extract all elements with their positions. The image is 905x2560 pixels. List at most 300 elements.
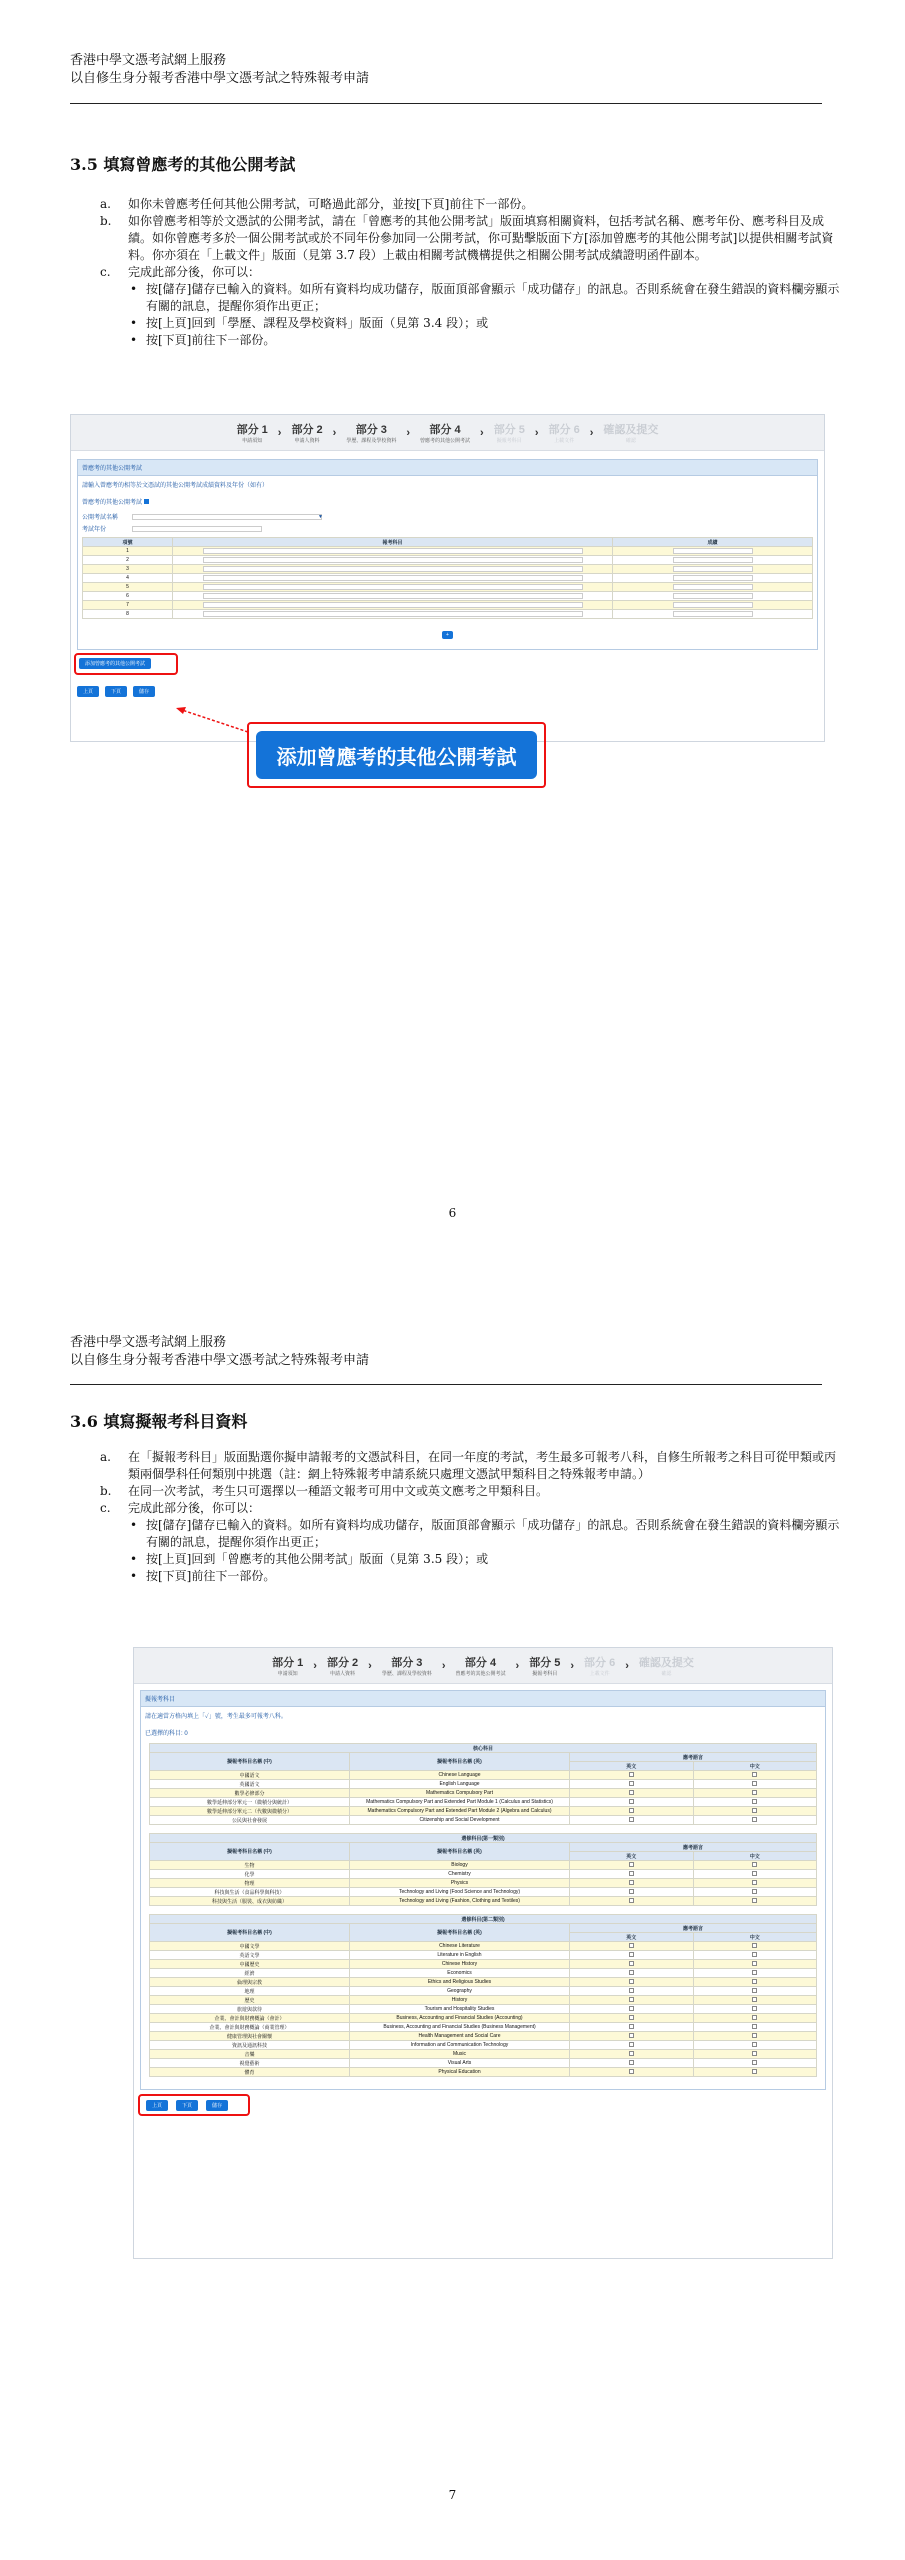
- bullet-text: 按[儲存]儲存已輸入的資料。如所有資料均成功儲存，版面頂部會顯示「成功儲存」的訊息。否則系統會在發生錯誤的資料欄旁顯示有關的訊息，提醒你須作出更正；: [146, 282, 840, 313]
- english-checkbox[interactable]: [629, 1889, 634, 1894]
- grade-input[interactable]: [673, 566, 753, 572]
- subject-name-en: Literature in English: [350, 1951, 570, 1960]
- table-row: [83, 556, 813, 565]
- subject-name-en: Chinese Language: [350, 1771, 570, 1780]
- col-subject: 報考科目: [173, 538, 613, 547]
- callout-arrow: [170, 700, 250, 740]
- col-name-zh: 擬報考科目名稱 (中): [150, 1843, 350, 1861]
- col-english: 英文: [570, 1933, 694, 1942]
- exam-year-label: 考試年份: [82, 527, 107, 533]
- english-checkbox[interactable]: [629, 1790, 634, 1795]
- english-checkbox[interactable]: [629, 2024, 634, 2029]
- grade-input[interactable]: [673, 611, 753, 617]
- subject-input[interactable]: [203, 584, 583, 590]
- subject-name-zh: 音樂: [150, 2050, 350, 2059]
- row-number: 4: [83, 574, 173, 583]
- chinese-checkbox[interactable]: [752, 2015, 757, 2020]
- table-row: [150, 1798, 817, 1807]
- chinese-checkbox[interactable]: [752, 1790, 757, 1795]
- subject-input[interactable]: [203, 557, 583, 563]
- header-line1: 香港中學文憑考試網上服務: [70, 1335, 227, 1350]
- col-english: 英文: [570, 1762, 694, 1771]
- item-marker: a.: [100, 1450, 111, 1464]
- subject-name-en: Visual Arts: [350, 2059, 570, 2068]
- table-row: [150, 1816, 817, 1825]
- bullet-text: 按[下頁]前往下一部份。: [146, 333, 276, 347]
- english-checkbox[interactable]: [629, 1871, 634, 1876]
- chevron-right-icon: ›: [625, 1659, 629, 1672]
- bullet-icon: •: [130, 1518, 138, 1532]
- subject-name-zh: 中國語文: [150, 1771, 350, 1780]
- chinese-cell: [693, 2023, 817, 2032]
- subject-name-en: Physical Education: [350, 2068, 570, 2077]
- chevron-right-icon: ›: [570, 1659, 575, 1672]
- chinese-checkbox[interactable]: [752, 1979, 757, 1984]
- step-subtitle: 申請須知: [242, 438, 263, 444]
- bullet-item: [130, 1517, 840, 1551]
- subject-input[interactable]: [203, 611, 583, 617]
- table-row: [150, 2023, 817, 2032]
- table-row: [150, 1771, 817, 1780]
- row-number: 1: [83, 547, 173, 556]
- english-checkbox[interactable]: [629, 1898, 634, 1903]
- item-text: 在同一次考試，考生只可選擇以一種語文報考可用中文或英文應考之甲類科目。: [128, 1484, 549, 1498]
- english-checkbox[interactable]: [629, 2006, 634, 2011]
- english-cell: [570, 1798, 694, 1807]
- grade-input[interactable]: [673, 548, 753, 554]
- col-no: 項號: [83, 538, 173, 547]
- table-row: [83, 610, 813, 619]
- list-item: [100, 1449, 840, 1483]
- chinese-cell: [693, 1951, 817, 1960]
- group-header: [150, 1915, 817, 1924]
- chinese-cell: [693, 1798, 817, 1807]
- col-grade: 成績: [613, 538, 813, 547]
- english-cell: [570, 1789, 694, 1798]
- subject-input[interactable]: [203, 575, 583, 581]
- subject-name-zh: 視覺藝術: [150, 2059, 350, 2068]
- screenshot-subjects: [133, 1647, 833, 2259]
- grade-cell: [613, 556, 813, 565]
- chinese-cell: [693, 1789, 817, 1798]
- group-title: 選修科目(第二類別): [150, 1915, 817, 1924]
- english-checkbox[interactable]: [629, 2015, 634, 2020]
- english-cell: [570, 1960, 694, 1969]
- subject-name-zh: 旅遊與款待: [150, 2005, 350, 2014]
- item-marker: a.: [100, 197, 111, 211]
- callout-button: 添加曾應考的其他公開考試: [256, 731, 537, 779]
- chinese-cell: [693, 1996, 817, 2005]
- bullet-icon: •: [130, 1552, 138, 1566]
- col-chinese: 中文: [693, 1762, 817, 1771]
- grade-input[interactable]: [673, 602, 753, 608]
- page-number-2: 7: [448, 2488, 457, 2502]
- chinese-cell: [693, 1987, 817, 1996]
- step-subtitle: 曾應考的其他公開考試: [420, 438, 471, 444]
- col-chinese: 中文: [693, 1933, 817, 1942]
- step-6: [549, 421, 580, 444]
- english-checkbox[interactable]: [629, 1781, 634, 1786]
- table-row: [150, 2014, 817, 2023]
- step-title: 部分 2: [291, 424, 323, 436]
- chinese-checkbox[interactable]: [752, 1862, 757, 1867]
- step-3: [382, 1654, 432, 1677]
- group-header: [150, 1834, 817, 1843]
- step-subtitle: 學歷、課程及學校資料: [346, 438, 397, 444]
- col-name-zh: 擬報考科目名稱 (中): [150, 1924, 350, 1942]
- english-checkbox[interactable]: [629, 1943, 634, 1948]
- subject-name-en: Biology: [350, 1861, 570, 1870]
- table-row: [150, 2032, 817, 2041]
- subject-cell: [173, 583, 613, 592]
- chinese-checkbox[interactable]: [752, 1988, 757, 1993]
- subject-name-en: Information and Communication Technology: [350, 2041, 570, 2050]
- step-title: 部分 4: [429, 424, 461, 436]
- chevron-right-icon: ›: [589, 426, 594, 439]
- chevron-down-icon: ▼: [318, 513, 323, 520]
- screenshot-other-exams: [70, 414, 825, 742]
- subject-name-en: Chinese History: [350, 1960, 570, 1969]
- subject-name-en: Mathematics Compulsory Part: [350, 1789, 570, 1798]
- notice: 請輸入曾應考的相等於文憑試的其他公開考試成績資料及年份（如有）: [82, 483, 269, 489]
- section-title: 3.5 填寫曾應考的其他公開考試: [70, 155, 296, 174]
- grade-input[interactable]: [673, 575, 753, 581]
- list-item: [100, 264, 840, 281]
- english-checkbox[interactable]: [629, 1880, 634, 1885]
- chinese-cell: [693, 1870, 817, 1879]
- step-title: 部分 6: [548, 424, 580, 436]
- list-item: [100, 1483, 840, 1500]
- save-button[interactable]: 儲存: [206, 2100, 228, 2111]
- item-marker: b.: [100, 214, 112, 228]
- col-english: 英文: [570, 1852, 694, 1861]
- subject-name-zh: 倫理與宗教: [150, 1978, 350, 1987]
- chevron-right-icon: ›: [441, 1659, 446, 1672]
- english-cell: [570, 1870, 694, 1879]
- subject-name-zh: 歷史: [150, 1996, 350, 2005]
- step-5: [494, 421, 525, 444]
- subject-name-zh: 數學延伸部分單元二（代數與微積分）: [150, 1807, 350, 1816]
- exam-name-select[interactable]: [132, 514, 322, 520]
- chinese-checkbox[interactable]: [752, 2051, 757, 2056]
- english-checkbox[interactable]: [629, 1970, 634, 1975]
- table-row: [150, 1789, 817, 1798]
- chinese-checkbox[interactable]: [752, 1952, 757, 1957]
- chinese-checkbox[interactable]: [752, 2042, 757, 2047]
- subject-name-en: Geography: [350, 1987, 570, 1996]
- english-cell: [570, 1897, 694, 1906]
- grade-input[interactable]: [673, 593, 753, 599]
- chinese-cell: [693, 1861, 817, 1870]
- table-row: [150, 1960, 817, 1969]
- step-subtitle: 確認: [661, 1671, 672, 1677]
- bullet-text: 按[下頁]前往下一部份。: [146, 1569, 276, 1583]
- selected-count: 已選擇的科目: 0: [145, 1731, 188, 1737]
- column-header: [150, 1843, 817, 1852]
- subject-name-en: Tourism and Hospitality Studies: [350, 2005, 570, 2014]
- bullet-item: [130, 1551, 840, 1568]
- row-number: 3: [83, 565, 173, 574]
- chinese-checkbox[interactable]: [752, 1961, 757, 1966]
- column-header: [150, 1924, 817, 1933]
- next-button[interactable]: 下頁: [176, 2100, 198, 2111]
- row-number: 2: [83, 556, 173, 565]
- chinese-cell: [693, 1960, 817, 1969]
- step-title: 部分 3: [355, 424, 387, 436]
- step-1: [237, 421, 268, 444]
- subject-name-zh: 地理: [150, 1987, 350, 1996]
- english-cell: [570, 1861, 694, 1870]
- save-button[interactable]: 儲存: [133, 686, 155, 697]
- col-name-en: 擬報考科目名稱 (英): [350, 1753, 570, 1771]
- english-checkbox[interactable]: [629, 1952, 634, 1957]
- english-checkbox[interactable]: [629, 1799, 634, 1804]
- exam-year-input[interactable]: [132, 526, 262, 532]
- header-line2: 以自修生身分報考香港中學文憑考試之特殊報考申請: [70, 1353, 370, 1368]
- bullet-text: 按[儲存]儲存已輸入的資料。如所有資料均成功儲存，版面頂部會顯示「成功儲存」的訊息。否則系統會在發生錯誤的資料欄旁顯示有關的訊息，提醒你須作出更正；: [146, 1518, 840, 1549]
- chinese-checkbox[interactable]: [752, 1898, 757, 1903]
- grade-input[interactable]: [673, 557, 753, 563]
- step-title: 部分 6: [584, 1657, 616, 1669]
- english-checkbox[interactable]: [629, 1808, 634, 1813]
- callout-box: [247, 722, 546, 788]
- table-row: [83, 574, 813, 583]
- bullet-text: 按[上頁]回到「學歷、課程及學校資料」版面（見第 3.4 段）；或: [146, 316, 489, 330]
- step-title: 部分 2: [326, 1657, 359, 1669]
- grade-input[interactable]: [673, 584, 753, 590]
- chinese-cell: [693, 1888, 817, 1897]
- grade-cell: [613, 547, 813, 556]
- step-4: [456, 1654, 506, 1677]
- step-subtitle: 確認: [625, 438, 636, 444]
- table-row: [83, 601, 813, 610]
- header-rule: [70, 103, 822, 104]
- subject-name-en: History: [350, 1996, 570, 2005]
- english-cell: [570, 1987, 694, 1996]
- chinese-checkbox[interactable]: [752, 1772, 757, 1777]
- subject-input[interactable]: [203, 548, 583, 554]
- step-6: [584, 1654, 615, 1677]
- subject-table: [149, 1914, 817, 2077]
- english-cell: [570, 2041, 694, 2050]
- chinese-checkbox[interactable]: [752, 1871, 757, 1876]
- english-cell: [570, 1996, 694, 2005]
- has-exam-checkbox[interactable]: [144, 499, 149, 504]
- step-title: 部分 5: [529, 1657, 561, 1669]
- step-title: 確認及提交: [638, 1657, 694, 1669]
- english-cell: [570, 1807, 694, 1816]
- chinese-checkbox[interactable]: [752, 2069, 757, 2074]
- subject-name-en: Music: [350, 2050, 570, 2059]
- chinese-cell: [693, 1771, 817, 1780]
- col-name-en: 擬報考科目名稱 (英): [350, 1924, 570, 1942]
- subject-name-zh: 中國文學: [150, 1942, 350, 1951]
- english-cell: [570, 2005, 694, 2014]
- doc-header-2: [70, 1334, 369, 1370]
- chinese-checkbox[interactable]: [752, 1943, 757, 1948]
- chinese-checkbox[interactable]: [752, 1889, 757, 1894]
- english-checkbox[interactable]: [629, 2051, 634, 2056]
- bullet-item: [130, 281, 840, 315]
- step-title: 部分 1: [272, 1657, 304, 1669]
- chinese-cell: [693, 2032, 817, 2041]
- item-text: 如你未曾應考任何其他公開考試，可略過此部分，並按[下頁]前往下一部份。: [128, 197, 534, 211]
- chinese-checkbox[interactable]: [752, 2006, 757, 2011]
- bullet-text: 按[上頁]回到「曾應考的其他公開考試」版面（見第 3.5 段）；或: [146, 1552, 489, 1566]
- chinese-checkbox[interactable]: [752, 1997, 757, 2002]
- subject-input[interactable]: [203, 602, 583, 608]
- step-5: [529, 1654, 560, 1677]
- english-cell: [570, 1978, 694, 1987]
- english-cell: [570, 1942, 694, 1951]
- step-4: [420, 421, 470, 444]
- chinese-cell: [693, 1780, 817, 1789]
- subject-name-zh: 資訊及通訊科技: [150, 2041, 350, 2050]
- subject-name-zh: 數學必修部分: [150, 1789, 350, 1798]
- step-title: 部分 1: [236, 424, 268, 436]
- step-7: [639, 1654, 694, 1677]
- item-text: 完成此部分後，你可以：: [128, 1501, 261, 1515]
- chevron-right-icon: ›: [480, 426, 484, 439]
- english-checkbox[interactable]: [629, 1862, 634, 1867]
- english-checkbox[interactable]: [629, 2033, 634, 2038]
- chinese-checkbox[interactable]: [752, 2060, 757, 2065]
- chinese-checkbox[interactable]: [752, 1817, 757, 1822]
- item-text: 完成此部分後，你可以：: [128, 265, 261, 279]
- chinese-cell: [693, 2014, 817, 2023]
- exam-name-label: 公開考試名稱: [82, 515, 119, 521]
- english-checkbox[interactable]: [629, 1817, 634, 1822]
- subject-name-zh: 企業、會計與財務概論（商業管理）: [150, 2023, 350, 2032]
- subject-name-en: Business, Accounting and Financial Studies (Business Management): [350, 2023, 570, 2032]
- english-cell: [570, 1888, 694, 1897]
- subject-name-en: Mathematics Compulsory Part and Extended Part Module 1 (Calculus and Statistics): [350, 1798, 570, 1807]
- table-row: [150, 1897, 817, 1906]
- subject-cell: [173, 547, 613, 556]
- subject-name-en: Chinese Literature: [350, 1942, 570, 1951]
- col-name-zh: 擬報考科目名稱 (中): [150, 1753, 350, 1771]
- subject-name-zh: 體育: [150, 2068, 350, 2077]
- header-line2: 以自修生身分報考香港中學文憑考試之特殊報考申請: [70, 71, 370, 86]
- chinese-checkbox[interactable]: [752, 2033, 757, 2038]
- chinese-cell: [693, 1969, 817, 1978]
- item-marker: c.: [100, 265, 111, 279]
- english-cell: [570, 2014, 694, 2023]
- chinese-cell: [693, 2005, 817, 2014]
- english-checkbox[interactable]: [629, 1772, 634, 1777]
- chinese-checkbox[interactable]: [752, 2024, 757, 2029]
- subject-input[interactable]: [203, 593, 583, 599]
- subject-name-en: Physics: [350, 1879, 570, 1888]
- subject-name-zh: 生物: [150, 1861, 350, 1870]
- grade-cell: [613, 601, 813, 610]
- table-row: [150, 1861, 817, 1870]
- bullet-icon: •: [130, 333, 138, 347]
- english-checkbox[interactable]: [629, 2042, 634, 2047]
- has-exam-label: 曾應考的其他公開考試: [82, 500, 143, 506]
- column-header: [150, 1753, 817, 1762]
- chinese-cell: [693, 1807, 817, 1816]
- subject-name-zh: 英語文學: [150, 1951, 350, 1960]
- chinese-cell: [693, 1816, 817, 1825]
- step-7: [603, 421, 658, 444]
- subject-name-zh: 中國歷史: [150, 1960, 350, 1969]
- subject-name-en: Technology and Living (Fashion, Clothing and Textiles): [350, 1897, 570, 1906]
- col-language: 應考語言: [570, 1843, 817, 1852]
- subject-cell: [173, 574, 613, 583]
- subject-name-en: Mathematics Compulsory Part and Extended Part Module 2 (Algebra and Calculus): [350, 1807, 570, 1816]
- grade-cell: [613, 610, 813, 619]
- english-checkbox[interactable]: [629, 2060, 634, 2065]
- step-subtitle: 學歷、課程及學校資料: [381, 1671, 432, 1677]
- progress-steps-2: [134, 1648, 832, 1684]
- subject-name-zh: 企業、會計與財務概論（會計）: [150, 2014, 350, 2023]
- table-row: [83, 565, 813, 574]
- step-3: [346, 421, 396, 444]
- subject-input[interactable]: [203, 566, 583, 572]
- step-2: [327, 1654, 358, 1677]
- step-subtitle: 申請人資料: [330, 1671, 356, 1677]
- subject-name-en: Economics: [350, 1969, 570, 1978]
- table-row: [150, 1879, 817, 1888]
- col-name-en: 擬報考科目名稱 (英): [350, 1843, 570, 1861]
- subject-name-zh: 科技與生活（服裝、成衣與紡織）: [150, 1897, 350, 1906]
- chinese-cell: [693, 2059, 817, 2068]
- step-subtitle: 擬報考科目: [496, 438, 522, 444]
- english-checkbox[interactable]: [629, 1979, 634, 1984]
- add-row-button[interactable]: +: [442, 631, 453, 639]
- panel-title: 曾應考的其他公開考試: [78, 460, 817, 476]
- prev-button[interactable]: 上頁: [146, 2100, 168, 2111]
- grade-cell: [613, 565, 813, 574]
- group-title: 選修科目(第一類別): [150, 1834, 817, 1843]
- item-marker: b.: [100, 1484, 112, 1498]
- panel-title: 擬報考科目: [141, 1691, 825, 1707]
- english-checkbox[interactable]: [629, 1997, 634, 2002]
- english-checkbox[interactable]: [629, 2069, 634, 2074]
- english-cell: [570, 1816, 694, 1825]
- subject-cell: [173, 601, 613, 610]
- chinese-checkbox[interactable]: [752, 1799, 757, 1804]
- english-cell: [570, 2032, 694, 2041]
- chinese-cell: [693, 1897, 817, 1906]
- subject-cell: [173, 565, 613, 574]
- english-checkbox[interactable]: [629, 1988, 634, 1993]
- prev-button[interactable]: 上頁: [77, 686, 99, 697]
- col-language: 應考語言: [570, 1753, 817, 1762]
- next-button[interactable]: 下頁: [105, 686, 127, 697]
- subject-name-zh: 公民與社會發展: [150, 1816, 350, 1825]
- english-checkbox[interactable]: [629, 1961, 634, 1966]
- chinese-cell: [693, 2041, 817, 2050]
- add-other-exam-button[interactable]: 添加曾應考的其他公開考試: [79, 658, 151, 669]
- chinese-checkbox[interactable]: [752, 1970, 757, 1975]
- notice: 請在適當方格內填上「✓」號，考生最多可報考八科。: [145, 1714, 287, 1720]
- item-text: 在「擬報考科目」版面點選你擬申請報考的文憑試科目，在同一年度的考試，考生最多可報考八科，自修生所報考之科目可從甲類或丙類兩個學科任何類別中挑選（註：網上特殊報考申請系統只處理文憑試甲類科目之特殊報考申請。）: [128, 1450, 837, 1481]
- chinese-checkbox[interactable]: [752, 1781, 757, 1786]
- subject-name-zh: 經濟: [150, 1969, 350, 1978]
- step-subtitle: 擬報考科目: [532, 1671, 558, 1677]
- chinese-checkbox[interactable]: [752, 1880, 757, 1885]
- subject-cell: [173, 610, 613, 619]
- bullet-icon: •: [130, 282, 138, 296]
- bullet-item: [130, 315, 840, 332]
- english-cell: [570, 2059, 694, 2068]
- subject-name-en: Chemistry: [350, 1870, 570, 1879]
- chinese-checkbox[interactable]: [752, 1808, 757, 1813]
- table-row: [150, 1987, 817, 1996]
- bullet-item: [130, 332, 840, 349]
